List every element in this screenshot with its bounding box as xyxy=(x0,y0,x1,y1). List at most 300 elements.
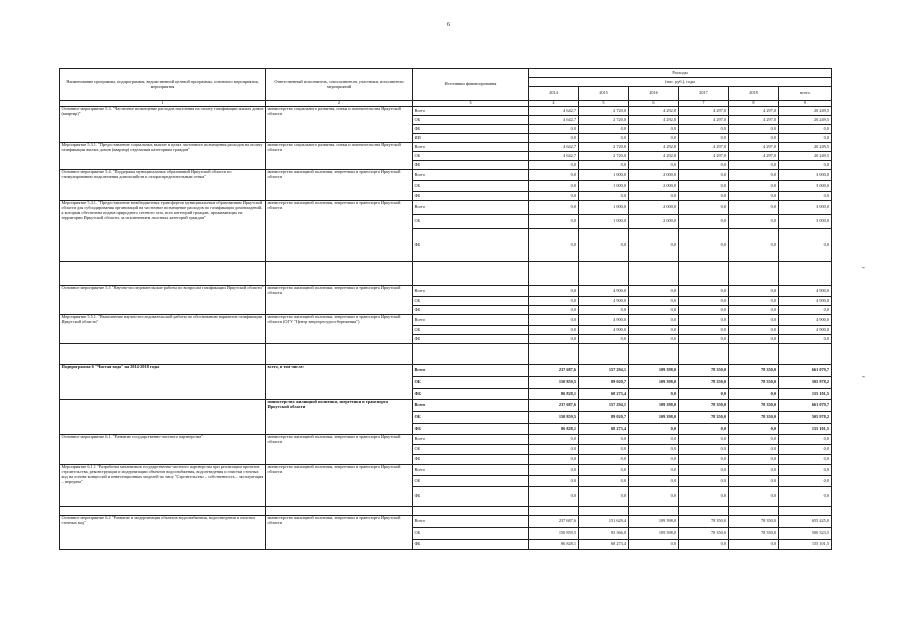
year-value-cell: 89 020,7 xyxy=(579,377,629,389)
header-units: (тыс. руб.), годы xyxy=(529,78,832,87)
total-value-cell: 3 000,0 xyxy=(779,170,832,181)
year-value-cell: 0,0 xyxy=(529,215,579,229)
year-value-cell: 0,0 xyxy=(679,455,729,465)
year-value-cell: 4 642,7 xyxy=(529,152,579,161)
year-value-cell: 4 642,7 xyxy=(529,143,579,152)
year-value-cell: 78 350,0 xyxy=(679,516,729,528)
year-value-cell: 0,0 xyxy=(529,297,579,306)
spacer-cell xyxy=(729,507,779,516)
funding-source-cell: ОБ xyxy=(413,297,529,306)
year-value-cell: 0,0 xyxy=(729,306,779,315)
year-value-cell: 150 859,5 xyxy=(529,528,579,540)
year-value-cell: 0,0 xyxy=(629,297,679,306)
year-value-cell: 4 297,0 xyxy=(729,116,779,125)
spacer-cell xyxy=(413,344,529,365)
column-number-cell: 7 xyxy=(679,101,729,107)
funding-source-cell: Всего xyxy=(413,400,529,412)
year-value-cell: 2 000,0 xyxy=(629,201,679,215)
total-value-cell: 0,0 xyxy=(779,134,832,143)
page-number: 6 xyxy=(447,22,450,28)
year-value-cell: 0,0 xyxy=(679,445,729,455)
year-value-cell: 2 000,0 xyxy=(629,181,679,192)
total-value-cell: 0,0 xyxy=(779,192,832,201)
year-value-cell: 0,0 xyxy=(679,326,729,335)
year-value-cell: 0,0 xyxy=(729,476,779,487)
year-value-cell: 0,0 xyxy=(679,215,729,229)
year-value-cell: 0,0 xyxy=(579,125,629,134)
year-value-cell: 0,0 xyxy=(729,335,779,344)
spacer-cell xyxy=(60,507,266,516)
spacer-row xyxy=(60,344,832,365)
year-value-cell: 2 000,0 xyxy=(629,215,679,229)
year-value-cell: 4 292,8 xyxy=(629,116,679,125)
total-value-cell: 4 900,0 xyxy=(779,297,832,306)
spacer-cell xyxy=(779,507,832,516)
year-value-cell: 78 350,0 xyxy=(729,516,779,528)
total-value-cell: 20 249,5 xyxy=(779,116,832,125)
executor-cell: министерство жилищной политики, энергетики и транспорта Иркутской области xyxy=(266,201,413,262)
year-value-cell: 0,0 xyxy=(729,465,779,476)
funding-source-cell: ОБ xyxy=(413,116,529,125)
year-value-cell: 0,0 xyxy=(529,306,579,315)
year-value-cell: 0,0 xyxy=(629,286,679,297)
total-value-cell: 661 079,7 xyxy=(779,365,832,377)
year-value-cell: 237 687,6 xyxy=(529,400,579,412)
header-executor-cell: Ответственный исполнитель, соисполнители, участники, исполнители мероприятий xyxy=(266,69,413,101)
year-value-cell: 0,0 xyxy=(729,455,779,465)
year-value-cell: 0,0 xyxy=(529,229,579,262)
spacer-cell xyxy=(679,344,729,365)
year-value-cell: 0,0 xyxy=(629,389,679,400)
year-value-cell: 0,0 xyxy=(679,335,729,344)
total-value-cell: 0,0 xyxy=(779,487,832,507)
year-value-cell: 86 828,1 xyxy=(529,389,579,400)
year-value-cell: 4 642,7 xyxy=(529,116,579,125)
table-row xyxy=(60,143,832,152)
spacer-cell xyxy=(413,262,529,286)
total-value-cell: 4 900,0 xyxy=(779,326,832,335)
year-value-cell: 237 687,6 xyxy=(529,365,579,377)
year-value-cell: 78 350,0 xyxy=(679,365,729,377)
year-value-cell: 0,0 xyxy=(629,315,679,326)
funding-source-cell: ФБ xyxy=(413,306,529,315)
year-value-cell: 0,0 xyxy=(529,476,579,487)
year-value-cell: 0,0 xyxy=(629,487,679,507)
year-value-cell: 0,0 xyxy=(629,465,679,476)
executor-cell: министерство жилищной политики, энергетики и транспорта Иркутской области xyxy=(266,435,413,465)
year-value-cell: 0,0 xyxy=(729,326,779,335)
total-value-cell: 155 101,5 xyxy=(779,424,832,435)
header-expenses: Расходы xyxy=(529,69,832,78)
year-value-cell: 0,0 xyxy=(529,170,579,181)
year-value-cell: 0,0 xyxy=(629,445,679,455)
total-value-cell: 505 978,2 xyxy=(779,412,832,424)
table-row xyxy=(60,365,832,377)
year-value-cell: 89 020,7 xyxy=(579,412,629,424)
scan-mark: - xyxy=(862,371,865,381)
funding-source-cell: ОБ xyxy=(413,528,529,540)
year-value-cell: 0,0 xyxy=(579,445,629,455)
header-name-cell: Наименование программы, подпрограммы, ведомственной целевой программы, основного мероприятия, мероприятия xyxy=(60,69,266,101)
year-value-cell: 78 350,0 xyxy=(729,377,779,389)
year-value-cell: 78 350,0 xyxy=(679,412,729,424)
spacer-cell xyxy=(60,344,266,365)
program-name-cell: Мероприятие 5.5.1. "Выполнение научно-исследовательской работы по обоснованию вариантов газификации Иркутской области" xyxy=(60,315,266,344)
year-value-cell: 157 294,1 xyxy=(579,400,629,412)
total-value-cell: 3 000,0 xyxy=(779,201,832,215)
spacer-cell xyxy=(579,507,629,516)
executor-cell: министерство жилищной политики, энергетики и транспорта Иркутской области (ОГУ "Центр энергоресурсосбережения") xyxy=(266,315,413,344)
year-value-cell: 86 828,1 xyxy=(529,540,579,550)
spacer-cell xyxy=(529,344,579,365)
spacer-cell xyxy=(413,507,529,516)
year-value-cell: 0,0 xyxy=(579,192,629,201)
year-value-cell: 150 859,5 xyxy=(529,412,579,424)
program-name-cell: Мероприятие 5.4.1. "Предоставление межбюджетных трансфертов муниципальным образованиям Иркутской области для субсидирования организаций на частичное возмещение расходов по газификации домовладений, к которым обеспечена подача природного сетевого газа, всех категорий граждан, проживающих на территории Иркутской области, за исключением льготных категорий граждан" xyxy=(60,201,266,262)
funding-source-cell: Всего xyxy=(413,286,529,297)
year-value-cell: 0,0 xyxy=(679,424,729,435)
spacer-cell xyxy=(679,507,729,516)
header-year-cell: 2016 xyxy=(629,87,679,101)
total-value-cell: 0,0 xyxy=(779,455,832,465)
column-number-cell: 9 xyxy=(779,101,832,107)
funding-source-cell: Всего xyxy=(413,365,529,377)
year-value-cell: 83 366,0 xyxy=(579,528,629,540)
year-value-cell: 0,0 xyxy=(629,161,679,170)
total-value-cell: 0,0 xyxy=(779,306,832,315)
year-value-cell: 0,0 xyxy=(629,125,679,134)
year-value-cell: 68 273,4 xyxy=(579,389,629,400)
funding-source-cell: ФБ xyxy=(413,487,529,507)
year-value-cell: 0,0 xyxy=(729,389,779,400)
year-value-cell: 0,0 xyxy=(679,192,729,201)
funding-source-cell: ОБ xyxy=(413,412,529,424)
year-value-cell: 0,0 xyxy=(679,389,729,400)
year-value-cell: 4 297,0 xyxy=(679,152,729,161)
funding-source-cell: Всего xyxy=(413,143,529,152)
funding-source-cell: ФБ xyxy=(413,540,529,550)
program-name-cell: Мероприятие 5.3.1. "Предоставление социальных выплат в целях частичного возмещения расходов на оплату газификации жилых домов (квартир) отдельным категориям граждан" xyxy=(60,143,266,170)
column-number-cell: 4 xyxy=(529,101,579,107)
funding-source-cell: Всего xyxy=(413,107,529,116)
year-value-cell: 0,0 xyxy=(529,435,579,445)
year-value-cell: 0,0 xyxy=(529,201,579,215)
spacer-cell xyxy=(779,262,832,286)
year-value-cell: 109 398,0 xyxy=(629,516,679,528)
column-number-cell: 6 xyxy=(629,101,679,107)
year-value-cell: 0,0 xyxy=(629,424,679,435)
year-value-cell: 2 720,0 xyxy=(579,116,629,125)
funding-source-cell: ФБ xyxy=(413,192,529,201)
spacer-cell xyxy=(266,507,413,516)
total-value-cell: 20 249,5 xyxy=(779,107,832,116)
year-value-cell: 4 292,8 xyxy=(629,143,679,152)
year-value-cell: 0,0 xyxy=(529,465,579,476)
year-value-cell: 0,0 xyxy=(729,487,779,507)
year-value-cell: 0,0 xyxy=(529,335,579,344)
table-row xyxy=(60,516,832,528)
funding-source-cell: ОБ xyxy=(413,181,529,192)
year-value-cell: 151 629,4 xyxy=(579,516,629,528)
year-value-cell: 4 297,0 xyxy=(729,143,779,152)
year-value-cell: 0,0 xyxy=(529,445,579,455)
year-value-cell: 0,0 xyxy=(729,170,779,181)
year-value-cell: 0,0 xyxy=(629,326,679,335)
year-value-cell: 78 350,0 xyxy=(729,412,779,424)
total-value-cell: 0,0 xyxy=(779,335,832,344)
spacer-cell xyxy=(529,262,579,286)
year-value-cell: 0,0 xyxy=(529,181,579,192)
year-value-cell: 157 294,1 xyxy=(579,365,629,377)
total-value-cell: 0,0 xyxy=(779,435,832,445)
total-value-cell: 3 000,0 xyxy=(779,181,832,192)
year-value-cell: 0,0 xyxy=(679,161,729,170)
total-value-cell: 0,0 xyxy=(779,465,832,476)
year-value-cell: 0,0 xyxy=(729,315,779,326)
funding-source-cell: Всего xyxy=(413,516,529,528)
year-value-cell: 0,0 xyxy=(729,181,779,192)
year-value-cell: 4 900,0 xyxy=(579,297,629,306)
header-year-cell: 2018 xyxy=(729,87,779,101)
spacer-row xyxy=(60,507,832,516)
funding-source-cell: ФБ xyxy=(413,125,529,134)
year-value-cell: 4 900,0 xyxy=(579,326,629,335)
year-value-cell: 1 000,0 xyxy=(579,215,629,229)
total-value-cell: 20 249,5 xyxy=(779,143,832,152)
header-year-cell: 2017 xyxy=(679,87,729,101)
year-value-cell: 0,0 xyxy=(679,315,729,326)
year-value-cell: 0,0 xyxy=(579,465,629,476)
spacer-cell xyxy=(629,262,679,286)
year-value-cell: 0,0 xyxy=(729,445,779,455)
year-value-cell: 0,0 xyxy=(729,424,779,435)
total-value-cell: 0,0 xyxy=(779,445,832,455)
year-value-cell: 4 297,0 xyxy=(729,152,779,161)
year-value-cell: 0,0 xyxy=(729,540,779,550)
spacer-cell xyxy=(266,344,413,365)
spacer-cell xyxy=(779,344,832,365)
year-value-cell: 4 900,0 xyxy=(579,315,629,326)
funding-source-cell: Всего xyxy=(413,465,529,476)
year-value-cell: 4 292,8 xyxy=(629,152,679,161)
total-value-cell: 155 101,5 xyxy=(779,389,832,400)
executor-cell: министерство социального развития, опеки и попечительства Иркутской области xyxy=(266,143,413,170)
column-number-cell: 2 xyxy=(266,101,413,107)
year-value-cell: 237 687,6 xyxy=(529,516,579,528)
funding-source-cell: ОБ xyxy=(413,476,529,487)
year-value-cell: 2 720,0 xyxy=(579,152,629,161)
executor-cell: всего, в том числе: xyxy=(266,365,413,400)
funding-source-cell: Всего xyxy=(413,201,529,215)
year-value-cell: 0,0 xyxy=(629,540,679,550)
table-row xyxy=(60,107,832,116)
year-value-cell: 0,0 xyxy=(729,215,779,229)
spacer-cell xyxy=(679,262,729,286)
total-value-cell: 3 000,0 xyxy=(779,215,832,229)
header-source-cell: Источники финансирования xyxy=(413,69,529,101)
year-value-cell: 0,0 xyxy=(679,487,729,507)
total-value-cell: 505 978,2 xyxy=(779,377,832,389)
year-value-cell: 78 350,0 xyxy=(679,377,729,389)
table-row xyxy=(60,201,832,215)
total-value-cell: 0,0 xyxy=(779,125,832,134)
total-value-cell: 20 249,5 xyxy=(779,152,832,161)
year-value-cell: 0,0 xyxy=(729,125,779,134)
year-value-cell: 0,0 xyxy=(679,201,729,215)
year-value-cell: 109 398,0 xyxy=(629,528,679,540)
table-row xyxy=(60,170,832,181)
year-value-cell: 0,0 xyxy=(729,161,779,170)
funding-source-cell: ОБ xyxy=(413,445,529,455)
spacer-cell xyxy=(60,262,266,286)
column-number-cell: 5 xyxy=(579,101,629,107)
spacer-cell xyxy=(529,507,579,516)
year-value-cell: 0,0 xyxy=(679,125,729,134)
funding-source-cell: ОБ xyxy=(413,326,529,335)
funding-source-cell: ФБ xyxy=(413,389,529,400)
header-year-cell: 2014 xyxy=(529,87,579,101)
program-name-cell: Основное мероприятие 5.3. "Частичное возмещение расходов населения на оплату газификации жилых домов (квартир)" xyxy=(60,107,266,143)
spacer-cell xyxy=(729,262,779,286)
year-value-cell: 0,0 xyxy=(529,125,579,134)
funding-source-cell: ФБ xyxy=(413,335,529,344)
year-value-cell: 2 000,0 xyxy=(629,170,679,181)
funding-source-cell: ОБ xyxy=(413,152,529,161)
funding-source-cell: ОБ xyxy=(413,377,529,389)
spacer-cell xyxy=(729,344,779,365)
column-number-cell: 8 xyxy=(729,101,779,107)
year-value-cell: 0,0 xyxy=(529,315,579,326)
year-value-cell: 0,0 xyxy=(579,455,629,465)
year-value-cell: 0,0 xyxy=(679,181,729,192)
year-value-cell: 0,0 xyxy=(629,455,679,465)
year-value-cell: 109 398,0 xyxy=(629,365,679,377)
year-value-cell: 4 297,0 xyxy=(679,107,729,116)
total-value-cell: 0,0 xyxy=(779,229,832,262)
year-value-cell: 0,0 xyxy=(729,229,779,262)
header-year-cell: всего xyxy=(779,87,832,101)
table-row xyxy=(60,286,832,297)
total-value-cell: 155 101,5 xyxy=(779,540,832,550)
year-value-cell: 0,0 xyxy=(729,286,779,297)
program-name-cell: Основное мероприятие 6.1. "Развитие государственно-частного партнерства" xyxy=(60,435,266,465)
year-value-cell: 78 350,0 xyxy=(679,400,729,412)
total-value-cell: 655 425,0 xyxy=(779,516,832,528)
year-value-cell: 4 292,8 xyxy=(629,107,679,116)
year-value-cell: 0,0 xyxy=(679,435,729,445)
executor-cell: министерство жилищной политики, энергетики и транспорта Иркутской области xyxy=(266,286,413,315)
total-value-cell: 0,0 xyxy=(779,476,832,487)
funding-source-cell: ФБ xyxy=(413,455,529,465)
year-value-cell: 1 000,0 xyxy=(579,170,629,181)
year-value-cell: 0,0 xyxy=(679,286,729,297)
funding-source-cell: ОБ xyxy=(413,215,529,229)
year-value-cell: 68 273,4 xyxy=(579,540,629,550)
funding-source-cell: Всего xyxy=(413,315,529,326)
header-year-cell: 2015 xyxy=(579,87,629,101)
spacer-cell xyxy=(579,344,629,365)
year-value-cell: 0,0 xyxy=(579,134,629,143)
year-value-cell: 0,0 xyxy=(579,435,629,445)
year-value-cell: 0,0 xyxy=(679,306,729,315)
year-value-cell: 0,0 xyxy=(629,435,679,445)
year-value-cell: 0,0 xyxy=(679,229,729,262)
year-value-cell: 4 642,7 xyxy=(529,107,579,116)
year-value-cell: 0,0 xyxy=(629,476,679,487)
year-value-cell: 0,0 xyxy=(729,192,779,201)
year-value-cell: 150 859,5 xyxy=(529,377,579,389)
budget-table xyxy=(59,68,832,550)
executor-cell: министерство жилищной политики, энергетики и транспорта Иркутской области xyxy=(266,516,413,550)
year-value-cell: 86 828,1 xyxy=(529,424,579,435)
spacer-cell xyxy=(629,507,679,516)
total-value-cell: 4 900,0 xyxy=(779,315,832,326)
scan-mark: - xyxy=(862,262,865,272)
year-value-cell: 0,0 xyxy=(579,306,629,315)
funding-source-cell: ФБ xyxy=(413,229,529,262)
program-name-cell xyxy=(60,400,266,435)
year-value-cell: 0,0 xyxy=(629,335,679,344)
year-value-cell: 0,0 xyxy=(529,286,579,297)
year-value-cell: 0,0 xyxy=(679,465,729,476)
year-value-cell: 2 720,0 xyxy=(579,143,629,152)
spacer-cell xyxy=(266,262,413,286)
year-value-cell: 4 900,0 xyxy=(579,286,629,297)
program-name-cell: Основное мероприятие 5.5 "Научно-исследовательские работы по вопросам газификации Иркутской области" xyxy=(60,286,266,315)
year-value-cell: 0,0 xyxy=(529,455,579,465)
table-row xyxy=(60,435,832,445)
year-value-cell: 0,0 xyxy=(679,476,729,487)
program-name-cell: Основное мероприятие 5.4. "Поддержка муниципальных образований Иркутской области по стимулированию подключения домохозяйств к газораспределительным сетям" xyxy=(60,170,266,201)
column-number-cell: 3 xyxy=(413,101,529,107)
total-value-cell: 4 900,0 xyxy=(779,286,832,297)
table-row xyxy=(60,315,832,326)
total-value-cell: 0,0 xyxy=(779,161,832,170)
year-value-cell: 0,0 xyxy=(579,487,629,507)
funding-source-cell: ФБ xyxy=(413,161,529,170)
year-value-cell: 0,0 xyxy=(729,201,779,215)
funding-source-cell: ФБ xyxy=(413,424,529,435)
year-value-cell: 78 350,0 xyxy=(729,528,779,540)
year-value-cell: 0,0 xyxy=(679,134,729,143)
funding-source-cell: ИИ xyxy=(413,134,529,143)
year-value-cell: 68 273,4 xyxy=(579,424,629,435)
executor-cell: министерство социального развития, опеки и попечительства Иркутской области xyxy=(266,107,413,143)
program-name-cell: Подпрограмма 6 "Чистая вода" на 2014-2018 годы xyxy=(60,365,266,400)
column-number-cell: 1 xyxy=(60,101,266,107)
funding-source-cell: Всего xyxy=(413,170,529,181)
year-value-cell: 0,0 xyxy=(729,297,779,306)
year-value-cell: 0,0 xyxy=(529,192,579,201)
year-value-cell: 0,0 xyxy=(679,170,729,181)
year-value-cell: 0,0 xyxy=(579,229,629,262)
year-value-cell: 109 398,0 xyxy=(629,400,679,412)
year-value-cell: 0,0 xyxy=(579,476,629,487)
executor-cell: министерство жилищной политики, энергетики и транспорта Иркутской области xyxy=(266,170,413,201)
year-value-cell: 0,0 xyxy=(629,134,679,143)
year-value-cell: 0,0 xyxy=(729,134,779,143)
year-value-cell: 1 000,0 xyxy=(579,201,629,215)
year-value-cell: 2 720,0 xyxy=(579,107,629,116)
spacer-cell xyxy=(579,262,629,286)
year-value-cell: 0,0 xyxy=(529,134,579,143)
total-value-cell: 500 323,5 xyxy=(779,528,832,540)
year-value-cell: 78 350,0 xyxy=(679,528,729,540)
year-value-cell: 0,0 xyxy=(629,192,679,201)
year-value-cell: 0,0 xyxy=(729,435,779,445)
spacer-row xyxy=(60,262,832,286)
year-value-cell: 1 000,0 xyxy=(579,181,629,192)
